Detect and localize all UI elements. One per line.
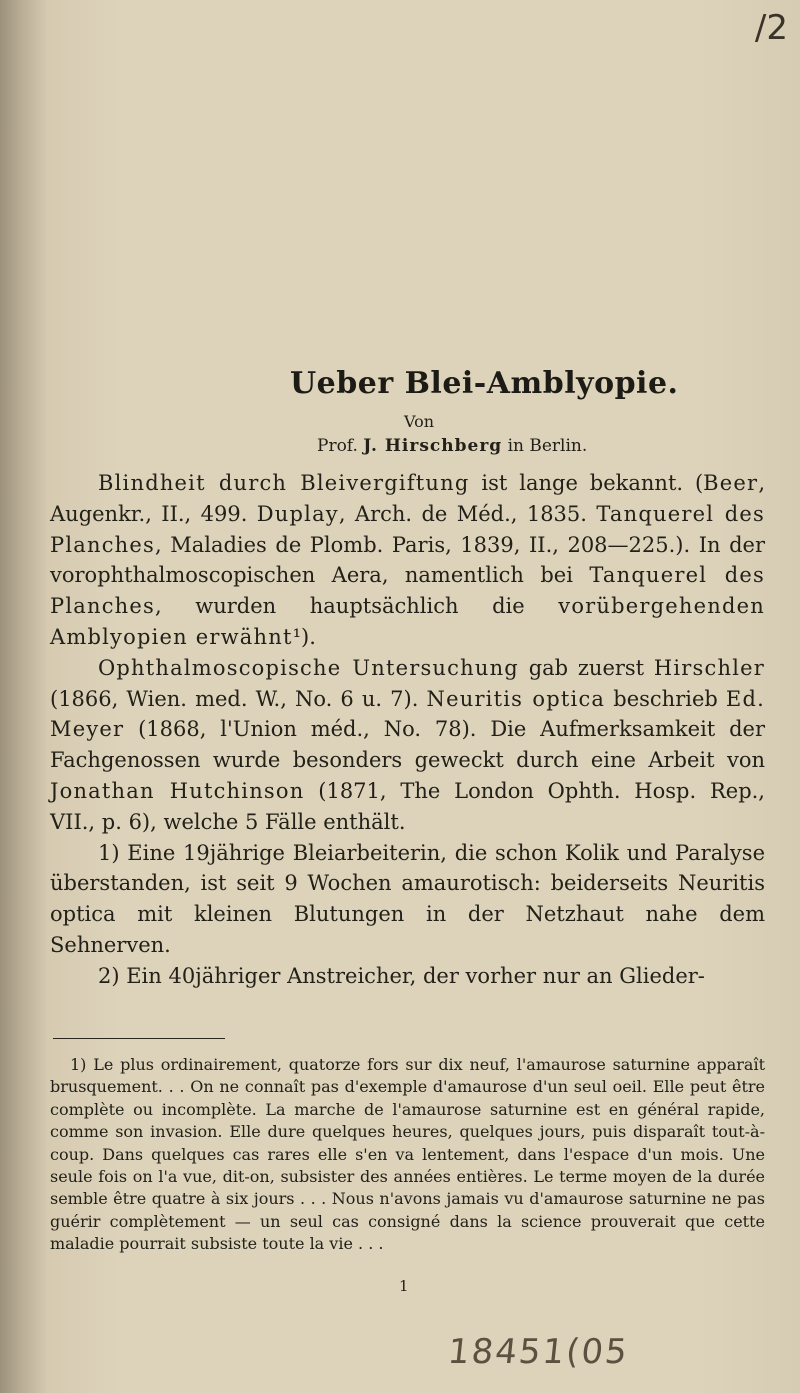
text-run: , Arch. de Méd., 1835. <box>338 501 597 526</box>
byline-von: Von <box>404 412 435 431</box>
text-run: , wurden hauptsächlich die <box>154 594 559 619</box>
body-paragraph <box>50 653 765 838</box>
author-location: in Berlin. <box>507 436 588 456</box>
spaced-run: Neuritis optica <box>426 686 606 711</box>
text-run: beschrieb <box>605 686 726 711</box>
body-paragraph <box>50 838 765 961</box>
text-run: gab zuerst <box>518 655 654 680</box>
spaced-run: Blindheit durch Bleivergiftung <box>98 471 470 495</box>
text-run: ¹). <box>292 624 316 649</box>
spaced-run: Ed. Meyer <box>50 686 765 742</box>
spaced-run: Hirschler <box>653 655 765 680</box>
footnote-text: 1) Le plus ordinairement, quatorze fors sur dix neuf, l'amaurose saturnine apparaît brusquement. . . On ne connaît pas d'exemple d'amaurose d'un seul oeil. Elle peut être complète ou incomplète. La marche de l'amaurose saturnine est en général rapide, comme son invasion. Elle dure quelques heures, quelques jours, puis disparaît tout-à-coup. Dans quelques cas rares elle s'en va lentement, dans l'espace d'un mois. Une seule fois on l'a vue, dit-on, subsister des années entières. Le terme moyen de la durée semble être quatre à six jours . . . Nous n'avons jamais vu d'amaurose saturnine ne pas guérir complètement — un seul cas consigné dans la science prouverait que cette maladie pourrait subsiste toute la vie . . . <box>50 1055 765 1254</box>
spaced-run: Beer <box>703 471 759 495</box>
text-run: 1) Eine 19jährige Bleiarbeiterin, die schon Kolik und Paralyse überstanden, ist seit 9 Wochen amaurotisch: beiderseits Neuritis optica mit kleinen Blutungen in der Netzhaut nahe dem Sehnerven. <box>50 840 765 957</box>
body-paragraph <box>50 468 765 653</box>
text-run: , Augenkr., II., 499. <box>50 471 765 526</box>
text-run: 2) Ein 40jähriger Anstreicher, der vorher nur an Glieder- <box>98 963 705 988</box>
corner-mark: /2 <box>754 8 788 48</box>
page-number: 1 <box>399 1277 409 1295</box>
author-prefix: Prof. <box>317 436 358 456</box>
spaced-run: Tanquerel des Planches <box>50 563 765 619</box>
handwritten-shelfmark: 18451(05 <box>445 1332 631 1372</box>
main-text <box>50 468 765 992</box>
text-run: ist lange bekannt. ( <box>469 471 704 495</box>
author-name: J. Hirschberg <box>363 436 503 456</box>
text-run: (1871, The London Ophth. Hosp. Rep., VII., p. 6), welche 5 Fälle enthält. <box>50 778 765 834</box>
body-paragraph <box>50 961 765 992</box>
spaced-run: Duplay <box>256 501 339 526</box>
footnote-rule <box>53 1038 225 1039</box>
article-title: Ueber Blei-Amblyopie. <box>290 366 679 401</box>
spaced-run: Jonathan Hutchinson <box>50 778 305 803</box>
footnote <box>50 1054 765 1256</box>
spaced-run: Tanquerel des Planches <box>50 501 765 557</box>
spaced-run: vorübergehenden Amblyopien erwähnt <box>50 594 765 649</box>
text-run: (1868, l'Union méd., No. 78). Die Aufmerksamkeit der Fachgenossen wurde besonders geweckt durch eine Arbeit von <box>50 717 765 773</box>
byline-author <box>317 436 587 456</box>
text-run: , Maladies de Plomb. Paris, 1839, II., 208—225.). In der vorophthalmoscopischen Aera, namentlich bei <box>50 532 765 588</box>
text-run: (1866, Wien. med. W., No. 6 u. 7). <box>50 686 427 711</box>
spaced-run: Ophthalmoscopische Untersuchung <box>98 655 519 680</box>
